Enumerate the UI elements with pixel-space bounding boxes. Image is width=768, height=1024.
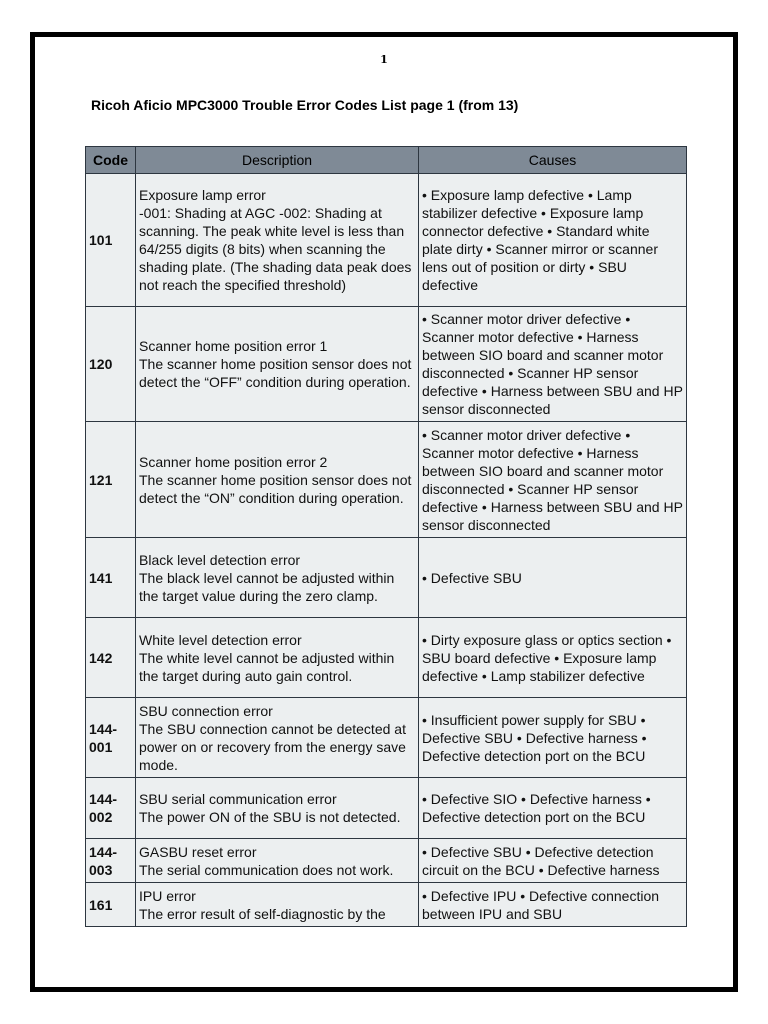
error-code: 161	[86, 883, 136, 927]
table-row	[86, 839, 687, 883]
error-causes: • Exposure lamp defective • Lamp stabilizer defective • Exposure lamp connector defective • Standard white plate dirty • Scanner mirror or scanner lens out of position or dirty • SBU defective	[419, 174, 687, 307]
error-code: 121	[86, 422, 136, 538]
table-row	[86, 174, 687, 307]
error-name: Black level detection error	[139, 551, 301, 568]
error-detail: The error result of self-diagnostic by the	[139, 905, 386, 922]
error-name: Scanner home position error 1	[139, 338, 328, 354]
table-header-row	[86, 147, 687, 174]
error-code: 120	[86, 307, 136, 422]
header-causes: Causes	[419, 147, 687, 174]
error-causes: • Scanner motor driver defective • Scanner motor defective • Harness between SIO board and scanner motor disconnected • Scanner HP sensor defective • Harness between SBU and HP sensor disconnected	[419, 307, 687, 422]
error-description	[136, 422, 419, 538]
table-row	[86, 307, 687, 422]
error-causes: • Insufficient power supply for SBU • Defective SBU • Defective harness • Defective detection port on the BCU	[419, 698, 687, 778]
header-code: Code	[86, 147, 136, 174]
document-title: Ricoh Aficio MPC3000 Trouble Error Codes List page 1 (from 13)	[91, 97, 519, 113]
error-description	[136, 174, 419, 307]
header-description: Description	[136, 147, 419, 174]
error-name: Scanner home position error 2	[139, 453, 328, 470]
error-causes: • Scanner motor driver defective • Scanner motor defective • Harness between SIO board and scanner motor disconnected • Scanner HP sensor defective • Harness between SBU and HP sensor disconnected	[419, 422, 687, 538]
table-row	[86, 422, 687, 538]
table-row	[86, 618, 687, 698]
table-row	[86, 698, 687, 778]
error-description	[136, 698, 419, 778]
error-detail: The white level cannot be adjusted within the target during auto gain control.	[139, 649, 395, 684]
error-detail: The scanner home position sensor does not detect the “OFF” condition during operation.	[139, 356, 412, 390]
error-description	[136, 307, 419, 422]
error-causes: • Defective SBU	[419, 538, 687, 618]
error-name: IPU error	[139, 887, 196, 904]
error-code: 144-003	[86, 839, 136, 883]
error-detail: The black level cannot be adjusted within the target value during the zero clamp.	[139, 569, 395, 604]
error-detail: The power ON of the SBU is not detected.	[139, 809, 401, 825]
error-detail: The SBU connection cannot be detected at power on or recovery from the energy save mode.	[139, 720, 406, 773]
error-causes: • Dirty exposure glass or optics section • SBU board defective • Exposure lamp defective • Lamp stabilizer defective	[419, 618, 687, 698]
error-description	[136, 839, 419, 883]
table-row	[86, 538, 687, 618]
error-detail: The scanner home position sensor does not detect the “ON” condition during operation.	[139, 471, 412, 506]
error-description	[136, 538, 419, 618]
error-description	[136, 883, 419, 927]
error-code: 142	[86, 618, 136, 698]
error-codes-table	[85, 146, 687, 927]
error-name: White level detection error	[139, 631, 302, 648]
error-causes: • Defective SIO • Defective harness • Defective detection port on the BCU	[419, 778, 687, 839]
error-code: 144-001	[86, 698, 136, 778]
table-row	[86, 883, 687, 927]
document-page	[30, 32, 738, 992]
error-causes: • Defective SBU • Defective detection circuit on the BCU • Defective harness	[419, 839, 687, 883]
error-detail: -001: Shading at AGC -002: Shading at scanning. The peak white level is less than 64/255 digits (8 bits) when scanning the shading plate. (The shading data peak does not reach the specified threshold)	[139, 205, 412, 293]
error-name: SBU serial communication error	[139, 791, 337, 807]
error-name: SBU connection error	[139, 702, 273, 719]
error-detail: The serial communication does not work.	[139, 861, 394, 878]
error-code: 141	[86, 538, 136, 618]
error-description	[136, 778, 419, 839]
table-row	[86, 778, 687, 839]
error-code: 144-002	[86, 778, 136, 839]
error-description	[136, 618, 419, 698]
error-name: GASBU reset error	[139, 843, 257, 860]
error-name: Exposure lamp error	[139, 187, 266, 203]
error-causes: • Defective IPU • Defective connection between IPU and SBU	[419, 883, 687, 927]
page-number: 1	[380, 53, 388, 66]
error-code: 101	[86, 174, 136, 307]
